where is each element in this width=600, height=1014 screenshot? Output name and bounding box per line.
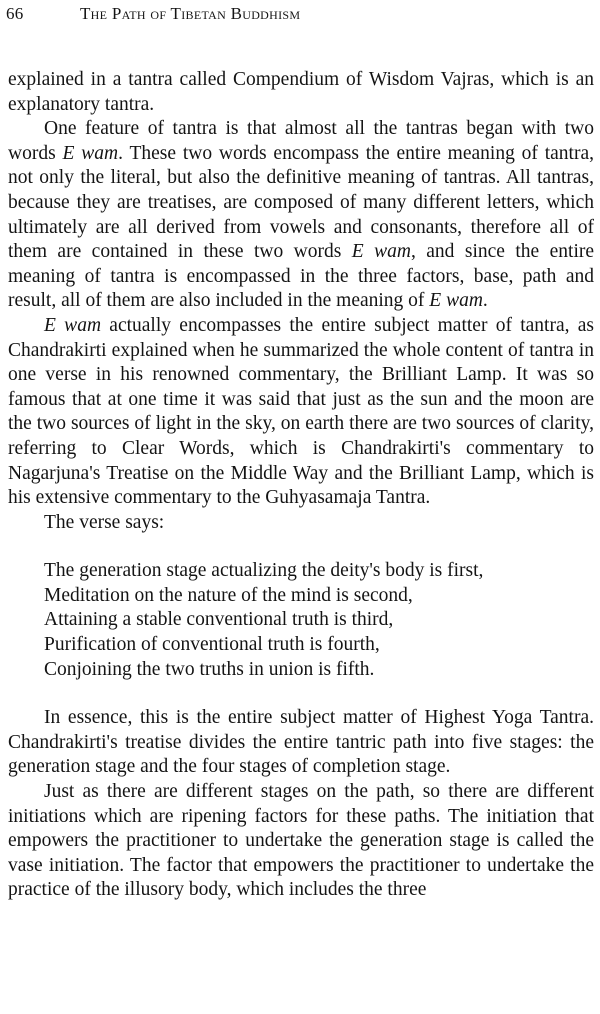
p2-ewam-3: E wam xyxy=(429,290,483,312)
verse-line: Attaining a stable conventional truth is third, xyxy=(44,609,394,631)
p2-text-c: , and since the entire meaning of tantra is encompassed in the three factors, base, path and result, all of them are also included in the meaning of xyxy=(8,241,595,312)
paragraph-1: explained in a tantra called Compendium of Wisdom Vajras, which is an explanatory tantra. xyxy=(8,69,594,115)
paragraph-3 xyxy=(8,314,594,511)
p2-ewam-1: E wam xyxy=(62,142,119,164)
running-header xyxy=(6,3,594,29)
running-title: The Path of Tibetan Buddhism xyxy=(80,4,301,23)
page-body xyxy=(8,68,594,903)
p2-text-d: . xyxy=(482,290,488,312)
p2-text-a: One feature of tantra is that almost all the tantras began with two words xyxy=(8,118,594,164)
paragraph-4: The verse says: xyxy=(44,511,165,533)
p3-ewam: E wam xyxy=(44,314,102,336)
verse-line: Conjoining the two truths in union is fifth. xyxy=(44,658,375,680)
verse-line: Meditation on the nature of the mind is second, xyxy=(44,584,413,606)
page-number: 66 xyxy=(6,4,24,23)
paragraph-2 xyxy=(8,117,594,314)
paragraph-6: Just as there are different stages on the path, so there are different initiations which are ripening factors for these paths. The initiation that empowers the practitioner to undertake the generation stage is called the vase initiation. The factor that empowers the practitioner to undertake the practice of the illusory body, which includes the three xyxy=(8,781,594,901)
p3-text: actually encompasses the entire subject matter of tantra, as Chandrakirti explained when he summarized the whole content of tantra in one verse in his renowned commentary, the Brilliant Lamp. It was so famous that at one time it was said that just as the sun and the moon are the two sources of light in the sky, on earth there are two sources of clarity, referring to Clear Words, which is Chandrakirti's commentary to Nagarjuna's Treatise on the Middle Way and the Brilliant Lamp, which is his extensive commentary to the Guhyasamaja Tantra. xyxy=(8,314,595,509)
verse-line: The generation stage actualizing the deity's body is first, xyxy=(44,560,484,582)
p2-text-b: . These two words encompass the entire meaning of tantra, not only the literal, but also the definitive meaning of tantras. All tantras, because they are treatises, are composed of many different letters, which ultimately are all derived from vowels and consonants, therefore all of them are contained in these two words xyxy=(8,142,594,263)
verse-block xyxy=(44,559,594,682)
verse-line: Purification of conventional truth is fourth, xyxy=(44,634,380,656)
paragraph-5: In essence, this is the entire subject matter of Highest Yoga Tantra. Chandrakirti's treatise divides the entire tantric path into five stages: the generation stage and the four stages of completion stage. xyxy=(8,707,594,778)
p2-ewam-2: E wam xyxy=(351,241,411,263)
